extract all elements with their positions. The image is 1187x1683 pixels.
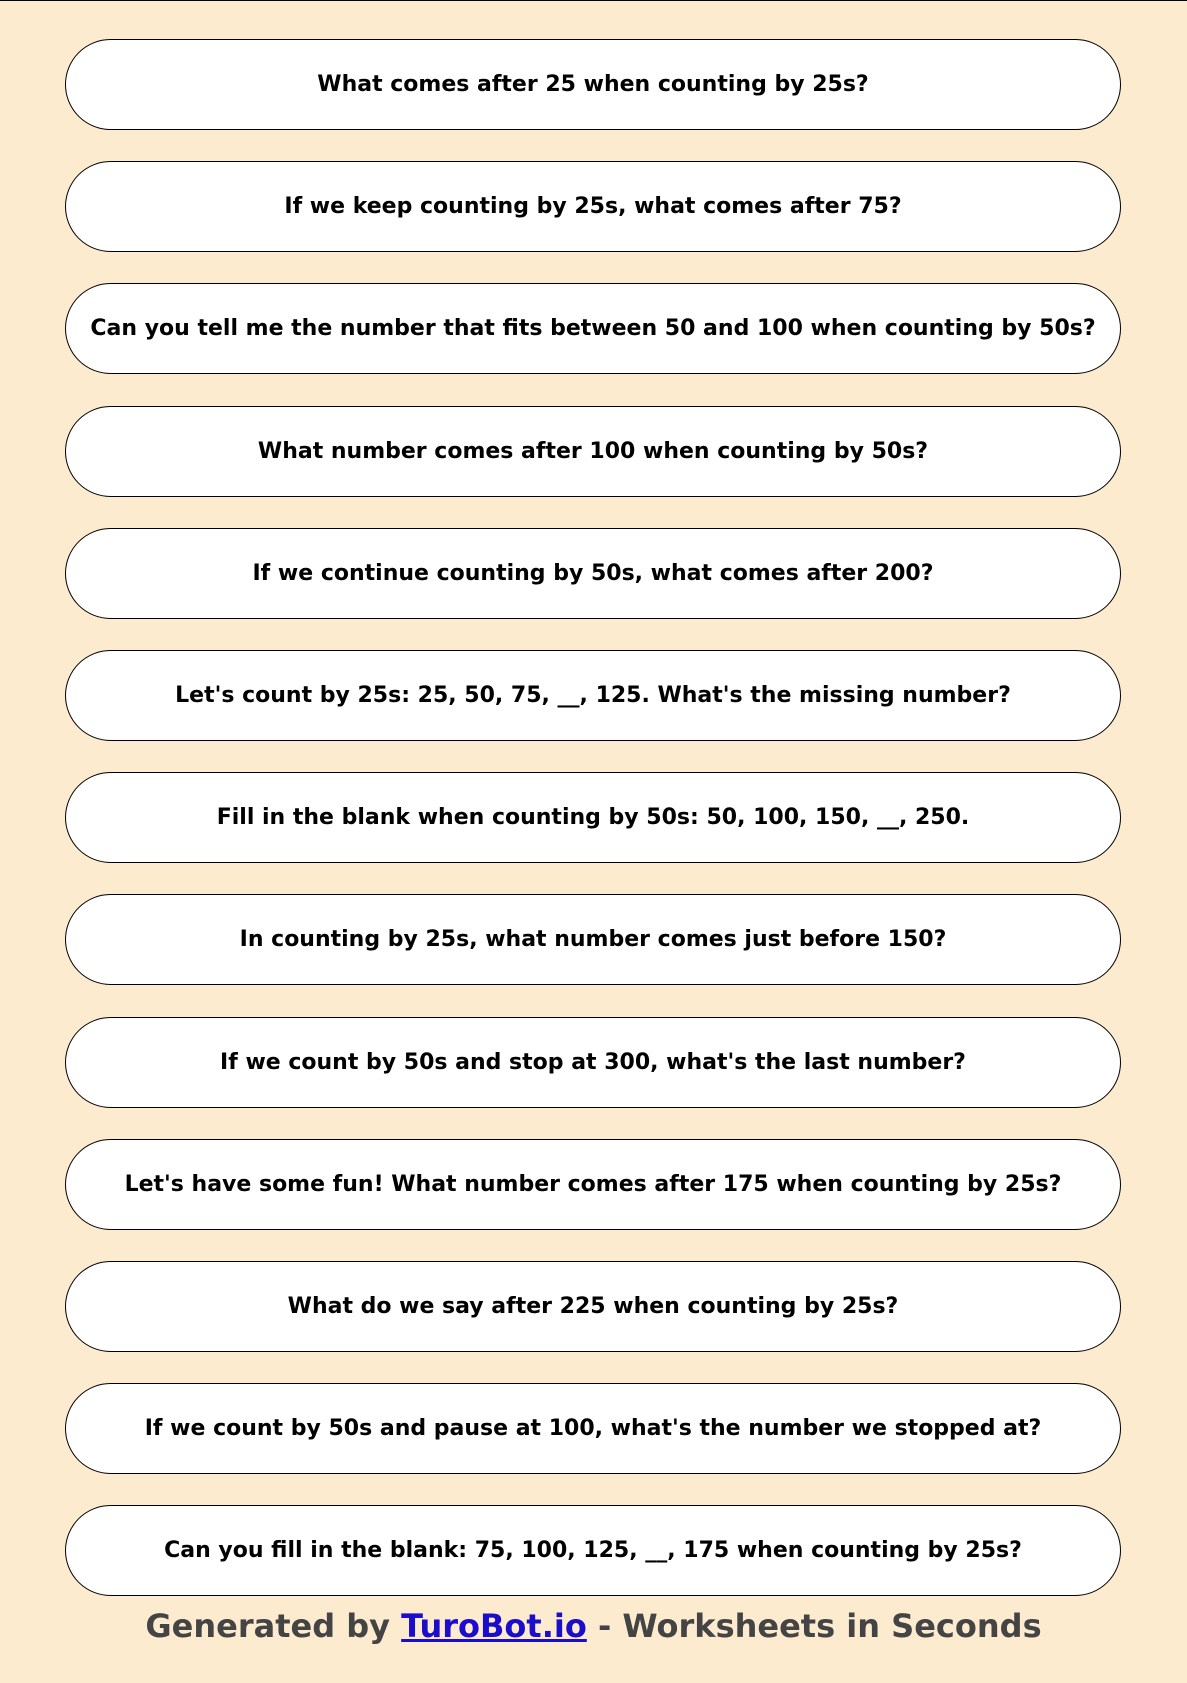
question-text: If we count by 50s and pause at 100, what's the number we stopped at? [144,1416,1042,1442]
question-card [65,39,1121,130]
question-card [65,406,1121,497]
question-text: If we keep counting by 25s, what comes after 75? [284,194,902,220]
footer-credit [0,1607,1187,1645]
question-text: What do we say after 225 when counting by 25s? [287,1293,899,1319]
question-card [65,1139,1121,1230]
question-text: What comes after 25 when counting by 25s? [317,72,869,97]
question-card [65,1383,1121,1474]
question-text: In counting by 25s, what number comes just before 150? [239,927,947,953]
question-card [65,528,1121,619]
question-text: Let's count by 25s: 25, 50, 75, __, 125. What's the missing number? [175,682,1011,708]
question-card [65,1017,1121,1108]
footer-suffix: - Worksheets in Seconds [586,1607,1042,1645]
question-text: Can you tell me the number that fits between 50 and 100 when counting by 50s? [90,316,1096,342]
question-text: If we count by 50s and stop at 300, what's the last number? [220,1049,966,1075]
question-text: Let's have some fun! What number comes after 175 when counting by 25s? [124,1171,1062,1197]
question-card [65,1505,1121,1596]
question-card [65,283,1121,374]
question-card [65,161,1121,252]
question-card [65,772,1121,863]
question-list [65,39,1121,1627]
question-card [65,650,1121,741]
question-text: Fill in the blank when counting by 50s: 50, 100, 150, __, 250. [216,805,970,831]
question-text: If we continue counting by 50s, what comes after 200? [252,560,934,586]
turobot-link[interactable]: TuroBot.io [401,1607,587,1645]
question-card [65,894,1121,985]
question-text: Can you fill in the blank: 75, 100, 125, __, 175 when counting by 25s? [164,1538,1022,1564]
question-text: What number comes after 100 when counting by 50s? [257,438,929,464]
footer-prefix: Generated by [145,1607,402,1645]
question-card [65,1261,1121,1352]
